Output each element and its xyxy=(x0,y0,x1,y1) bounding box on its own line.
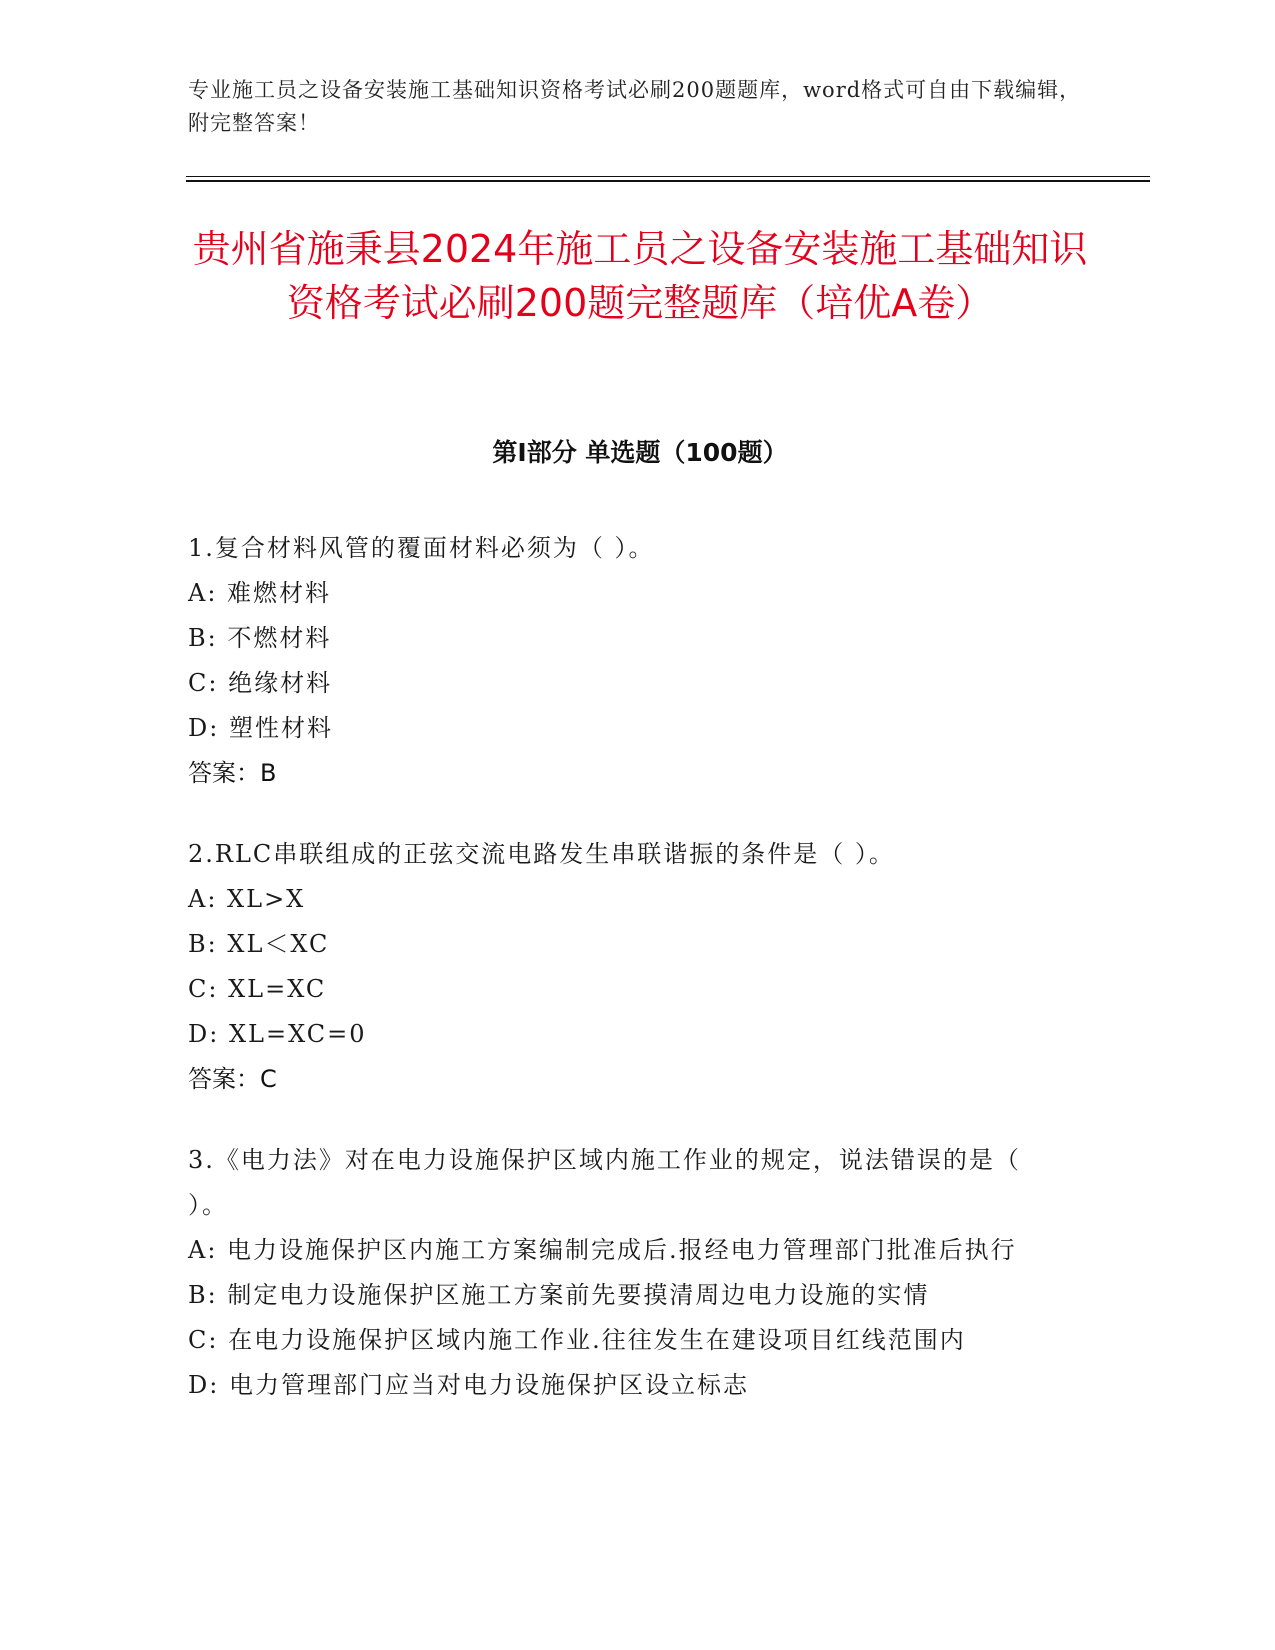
question-3 xyxy=(188,1138,1068,1408)
question-stem: 3.《电力法》对在电力设施保护区域内施工作业的规定，说法错误的是（ ）。 xyxy=(188,1146,1021,1219)
option-c: C: XL=XC xyxy=(188,975,327,1003)
header-rule-thin xyxy=(186,176,1150,177)
option-d: D: 电力管理部门应当对电力设施保护区设立标志 xyxy=(188,1371,749,1399)
option-c: C: 在电力设施保护区域内施工作业.往往发生在建设项目红线范围内 xyxy=(188,1326,966,1354)
option-c: C: 绝缘材料 xyxy=(188,669,333,697)
option-b: B: 制定电力设施保护区施工方案前先要摸清周边电力设施的实情 xyxy=(188,1281,930,1309)
question-stem: 1.复合材料风管的覆面材料必须为（ ）。 xyxy=(188,534,655,562)
question-stem: 2.RLC串联组成的正弦交流电路发生串联谐振的条件是（ ）。 xyxy=(188,840,895,868)
section-title: 第Ⅰ部分 单选题（100题） xyxy=(492,438,788,467)
option-a: A: 电力设施保护区内施工方案编制完成后.报经电力管理部门批准后执行 xyxy=(188,1236,1017,1264)
option-a: A: 难燃材料 xyxy=(188,579,332,607)
header-rule-thick xyxy=(186,180,1150,182)
answer: 答案：B xyxy=(188,759,277,787)
answer: 答案：C xyxy=(188,1065,277,1093)
option-d: D: 塑性材料 xyxy=(188,714,333,742)
option-d: D: XL=XC=0 xyxy=(188,1020,367,1048)
question-list xyxy=(188,526,1068,1444)
option-b: B: 不燃材料 xyxy=(188,624,332,652)
document-title: 贵州省施秉县2024年施工员之设备安装施工基础知识资格考试必刷200题完整题库（培优A卷） xyxy=(192,227,1088,325)
question-1 xyxy=(188,526,1068,796)
header-note: 专业施工员之设备安装施工基础知识资格考试必刷200题题库，word格式可自由下载编辑，附完整答案！ xyxy=(188,78,1082,135)
option-a: A: XL>X xyxy=(188,885,306,913)
option-b: B: XL＜XC xyxy=(188,930,330,958)
question-2 xyxy=(188,832,1068,1102)
